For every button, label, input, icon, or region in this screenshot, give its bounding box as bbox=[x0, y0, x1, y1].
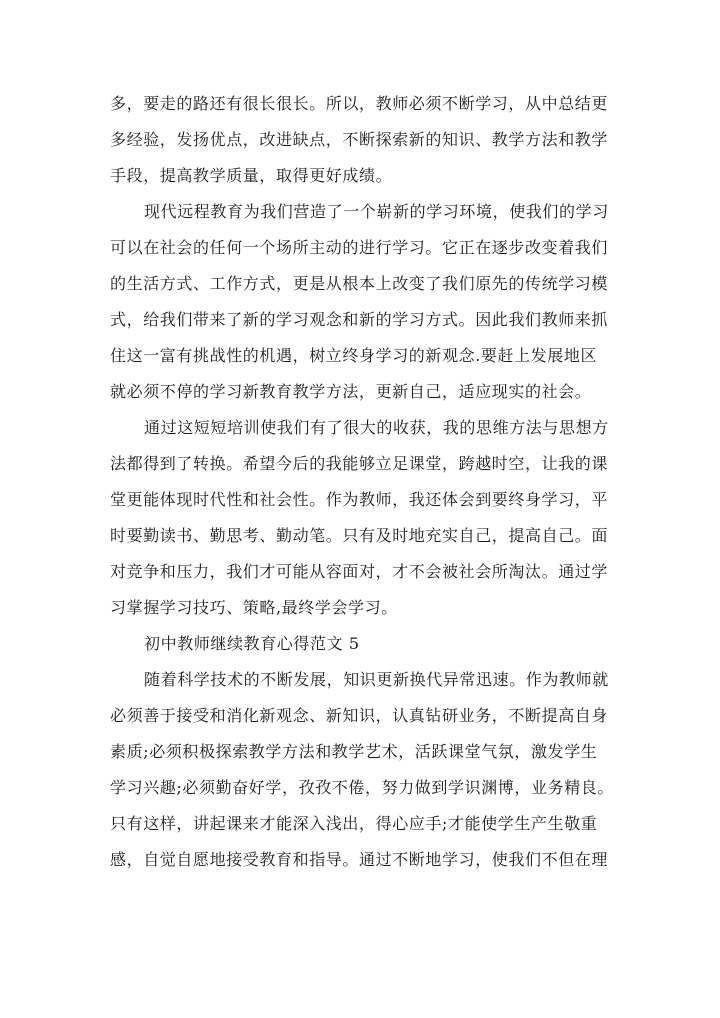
text-line: 对竞争和压力，我们才可能从容面对，才不会被社会所淘汰。通过学 bbox=[110, 562, 609, 581]
text-line: 多经验，发扬优点，改进缺点，不断探索新的知识、教学方法和教学 bbox=[110, 130, 609, 149]
text-line: 就必须不停的学习新教育教学方法，更新自己，适应现实的社会。 bbox=[110, 382, 592, 401]
text-line: 法都得到了转换。希望今后的我能够立足课堂，跨越时空，让我的课 bbox=[110, 454, 609, 473]
text-line: 可以在社会的任何一个场所主动的进行学习。它正在逐步改变着我们 bbox=[110, 238, 609, 257]
text-line: 式，给我们带来了新的学习观念和新的学习方式。因此我们教师来抓 bbox=[110, 310, 609, 329]
text-line: 感，自觉自愿地接受教育和指导。通过不断地学习，使我们不但在理 bbox=[110, 850, 609, 869]
text-line: 学习兴趣;必须勤奋好学，孜孜不倦，努力做到学识渊博，业务精良。 bbox=[110, 778, 614, 797]
paragraph-first-line: 随着科学技术的不断发展，知识更新换代异常迅速。作为教师就 bbox=[144, 670, 609, 689]
text-line: 习掌握学习技巧、策略,最终学会学习。 bbox=[110, 598, 398, 617]
text-line: 手段，提高教学质量，取得更好成绩。 bbox=[110, 166, 393, 185]
text-line: 时要勤读书、勤思考、勤动笔。只有及时地充实自己，提高自己。面 bbox=[110, 526, 609, 545]
text-line: 素质;必须积极探索教学方法和教学艺术，活跃课堂气氛，激发学生 bbox=[110, 742, 598, 761]
paragraph-first-line: 初中教师继续教育心得范文 5 bbox=[144, 634, 360, 653]
text-line: 必须善于接受和消化新观念、新知识，认真钻研业务，不断提高自身 bbox=[110, 706, 609, 725]
text-line: 堂更能体现时代性和社会性。作为教师，我还体会到要终身学习，平 bbox=[110, 490, 609, 509]
paragraph-first-line: 通过这短短培训使我们有了很大的收获，我的思维方法与思想方 bbox=[144, 418, 609, 437]
text-line: 多，要走的路还有很长很长。所以，教师必须不断学习，从中总结更 bbox=[110, 94, 609, 113]
text-line: 住这一富有挑战性的机遇，树立终身学习的新观念.要赶上发展地区 bbox=[110, 346, 598, 365]
text-line: 只有这样，讲起课来才能深入浅出，得心应手;才能使学生产生敬重 bbox=[110, 814, 598, 833]
text-line: 的生活方式、工作方式，更是从根本上改变了我们原先的传统学习模 bbox=[110, 274, 609, 293]
paragraph-first-line: 现代远程教育为我们营造了一个崭新的学习环境，使我们的学习 bbox=[144, 202, 609, 221]
document-body bbox=[110, 86, 615, 878]
